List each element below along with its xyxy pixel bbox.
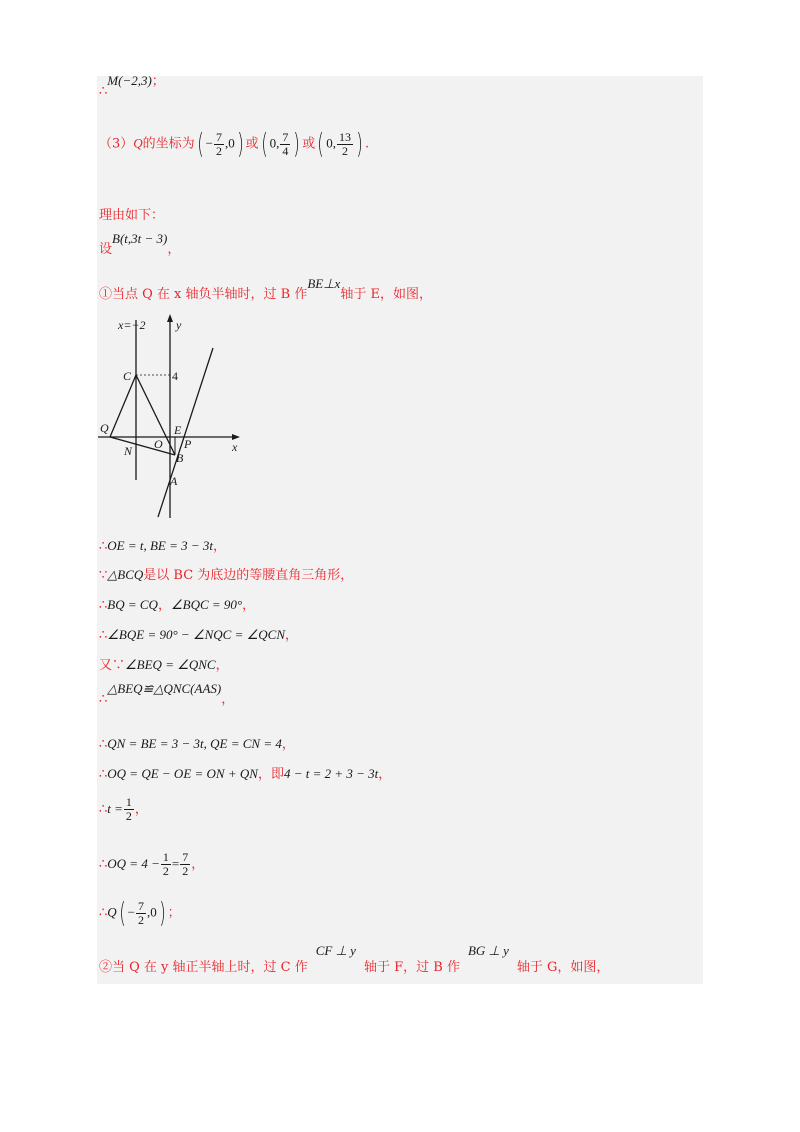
line-case-two: ②当 Q 在 y 轴正半轴上时，过 C 作CF ⊥ y轴于 F，过 B 作BG ⊥ y轴于 G，如图， — [99, 943, 610, 975]
line-angle-bqe: ∴∠BQE = 90° − ∠NQC = ∠QCN， — [99, 627, 299, 643]
line-q-point: ∴Q( − $\frac{7}{2}$ ,0) ； — [99, 896, 181, 929]
geometry-figure — [96, 312, 246, 522]
label-four: 4 — [172, 369, 178, 383]
line-set-b: 设B(t,3t − 3)， — [99, 231, 181, 257]
line-reason-header: 理由如下： — [99, 208, 165, 223]
line-qn-be: ∴QN = BE = 3 − 3t, QE = CN = 4， — [99, 736, 295, 752]
line-isosceles: ∵△BCQ是以 BC 为底边的等腰直角三角形， — [99, 567, 354, 583]
label-point-c: C — [123, 369, 132, 383]
label-y-axis: y — [176, 318, 182, 332]
line-t-value: ∴t = $\frac{1}{2}$ ， — [99, 795, 148, 823]
segment-qc — [110, 375, 136, 437]
label-point-p: P — [184, 437, 192, 451]
label-point-n: N — [124, 444, 133, 458]
label-x-axis: x — [232, 440, 238, 454]
segment-qb — [110, 437, 175, 455]
line-oq-equation: ∴OQ = QE − OE = ON + QN，即4 − t = 2 + 3 − 3t， — [99, 766, 392, 782]
line-congruent: ∴△BEQ≌△QNC(AAS)， — [99, 681, 235, 707]
label-point-a: A — [170, 474, 178, 488]
line-ab — [158, 348, 213, 517]
line-case-one: ①当点 Q 在 x 轴负半轴时，过 B 作BE⊥x轴于 E，如图， — [99, 276, 432, 302]
line-bq-cq: ∴BQ = CQ，∠BQC = 90°， — [99, 597, 256, 613]
line-angle-beq: 又∵∠BEQ = ∠QNC， — [99, 657, 229, 673]
label-x-line: x=−2 — [118, 318, 146, 332]
label-point-q: Q — [100, 421, 109, 435]
solution-panel — [97, 73, 703, 984]
line-q-answers: （3）Q的坐标为( − $\frac{7}{2}$ ,0) 或( 0, $\frac{7}{4}$ ) 或( 0, $\frac{13}{2}$ ) . — [99, 127, 370, 160]
line-oe-be: ∴OE = t, BE = 3 − 3t， — [99, 538, 227, 554]
line-m-coordinates: ∴M(−2,3)； — [99, 73, 165, 99]
label-point-b: B — [176, 451, 184, 465]
y-axis-arrow-icon — [167, 314, 173, 322]
line-oq-value: ∴OQ = 4 − $\frac{1}{2}$ = $\frac{7}{2}$ ， — [99, 850, 205, 878]
label-point-e: E — [174, 423, 182, 437]
label-point-o: O — [154, 437, 163, 451]
